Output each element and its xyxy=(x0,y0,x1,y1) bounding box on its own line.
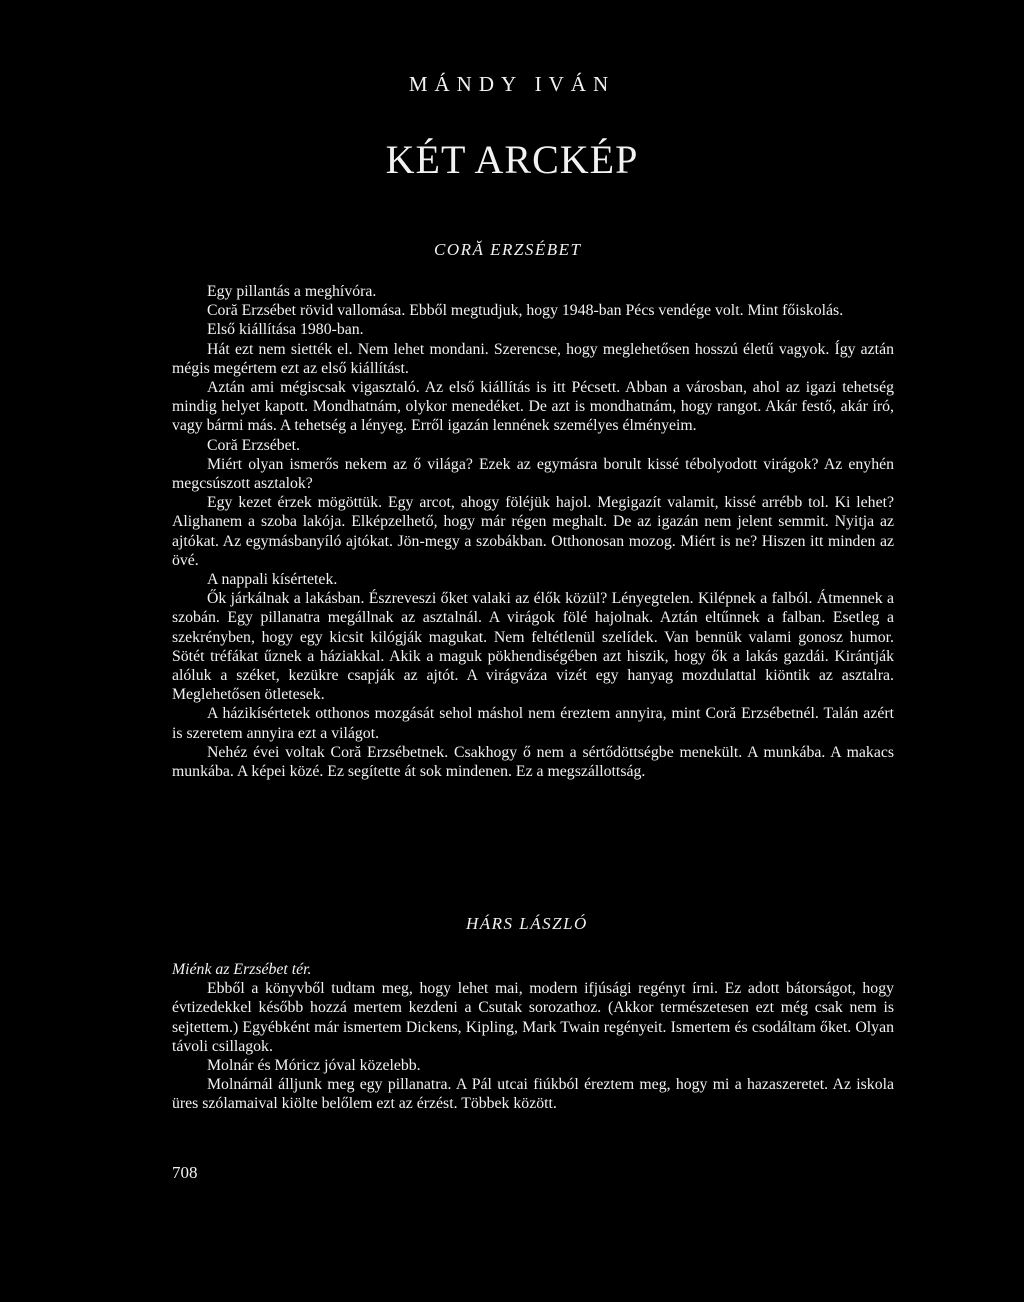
paragraph: Molnárnál álljunk meg egy pillanatra. A Pál utcai fiúkból éreztem meg, hogy mi a hazaszeretet. Az iskola üres szólamaival kiölte belőlem ezt az érzést. Többek között. xyxy=(172,1076,894,1113)
body-text-section-1 xyxy=(172,282,894,781)
section-subtitle: Miénk az Erzsébet tér. xyxy=(172,961,312,978)
paragraph: A házikísértetek otthonos mozgását sehol máshol nem éreztem annyira, mint Coră Erzsébetnél. Talán azért is szeretem annyira ezt a világot. xyxy=(172,705,894,742)
section-heading-cora: CORĂ ERZSÉBET xyxy=(434,240,582,259)
paragraph: Egy kezet érzek mögöttük. Egy arcot, ahogy föléjük hajol. Megigazít valamit, kissé arrébb tol. Ki lehet? Alighanem a szoba lakója. Elképzelhető, hogy már régen meghalt. De az igazán nem jelent semmit. Nyitja az ajtókat. Az egymásbanyíló ajtókat. Jön-megy a szobákban. Otthonosan mozog. Miért is ne? Hiszen itt minden az övé. xyxy=(172,494,894,569)
author-name: MÁNDY IVÁN xyxy=(408,72,616,96)
paragraph: Coră Erzsébet rövid vallomása. Ebből megtudjuk, hogy 1948-ban Pécs vendége volt. Mint főiskolás. xyxy=(207,302,844,320)
paragraph: A nappali kísértetek. xyxy=(207,571,338,589)
paragraph: Ők járkálnak a lakásban. Észreveszi őket valaki az élők közül? Lényegtelen. Kilépnek a falból. Átmennek a szobán. Egy pillanatra megállnak az asztalnál. A virágok fölé hajolnak. Aztán eltűnnek a falban. Esetleg a szekrényben, hogy egy kicsit kilógják magukat. Nem feltétlenül szelídek. Van bennük valami gonosz humor. Sötét tréfákat űznek a háziakkal. Akik a maguk pökhendiségében azt hiszik, hogy ők a lakás gazdái. Kirántják alóluk a széket, kezükre csapják az ajtót. A virágváza vizét egy hanyag mozdulattal kiöntik az asztalra. Meglehetősen ötletesek. xyxy=(172,590,894,704)
section-heading-hars: HÁRS LÁSZLÓ xyxy=(466,914,588,933)
paragraph: Egy pillantás a meghívóra. xyxy=(207,283,377,300)
paragraph: Hát ezt nem siették el. Nem lehet mondani. Szerencse, hogy meglehetősen hosszú életű vagyok. Így aztán mégis megértem ezt az első kiállítást. xyxy=(172,340,894,377)
paragraph: Első kiállítása 1980-ban. xyxy=(207,321,364,339)
paragraph: Nehéz évei voltak Coră Erzsébetnek. Csakhogy ő nem a sértődöttségbe menekült. A munkába. A makacs munkába. A képei közé. Ez segítette át sok mindenen. Ez a megszállottság. xyxy=(172,743,894,781)
paragraph: Ebből a könyvből tudtam meg, hogy lehet mai, modern ifjúsági regényt írni. Ez adott bátorságot, hogy évtizedekkel később hozzá mertem kezdeni a Csutak sorozathoz. (Akkor természetesen ezt még csak nem is sejtettem.) Egyébként már ismertem Dickens, Kipling, Mark Twain regényeit. Ismertem és csodáltam őket. Olyan távoli csillagok. xyxy=(172,980,894,1055)
paragraph: Miért olyan ismerős nekem az ő világa? Ezek az egymásra borult kissé tébolyodott virágok? Az enyhén megcsúszott asztalok? xyxy=(172,455,894,493)
page-number: 708 xyxy=(172,1163,198,1182)
paragraph: Aztán ami mégiscsak vigasztaló. Az első kiállítás is itt Pécsett. Abban a városban, ahol az igazi tehetség mindig helyet kapott. Mondhatnám, olykor menedéket. De azt is mondhatnám, hogy rangot. Akár festő, akár író, vagy bármi más. A tehetség a lényeg. Erről igazán lennének személyes élményeim. xyxy=(172,379,894,435)
body-text-section-2 xyxy=(172,960,894,1114)
paragraph: Molnár és Móricz jóval közelebb. xyxy=(207,1057,421,1075)
page-title: KÉT ARCKÉP xyxy=(385,137,639,182)
paragraph: Coră Erzsébet. xyxy=(207,436,300,454)
